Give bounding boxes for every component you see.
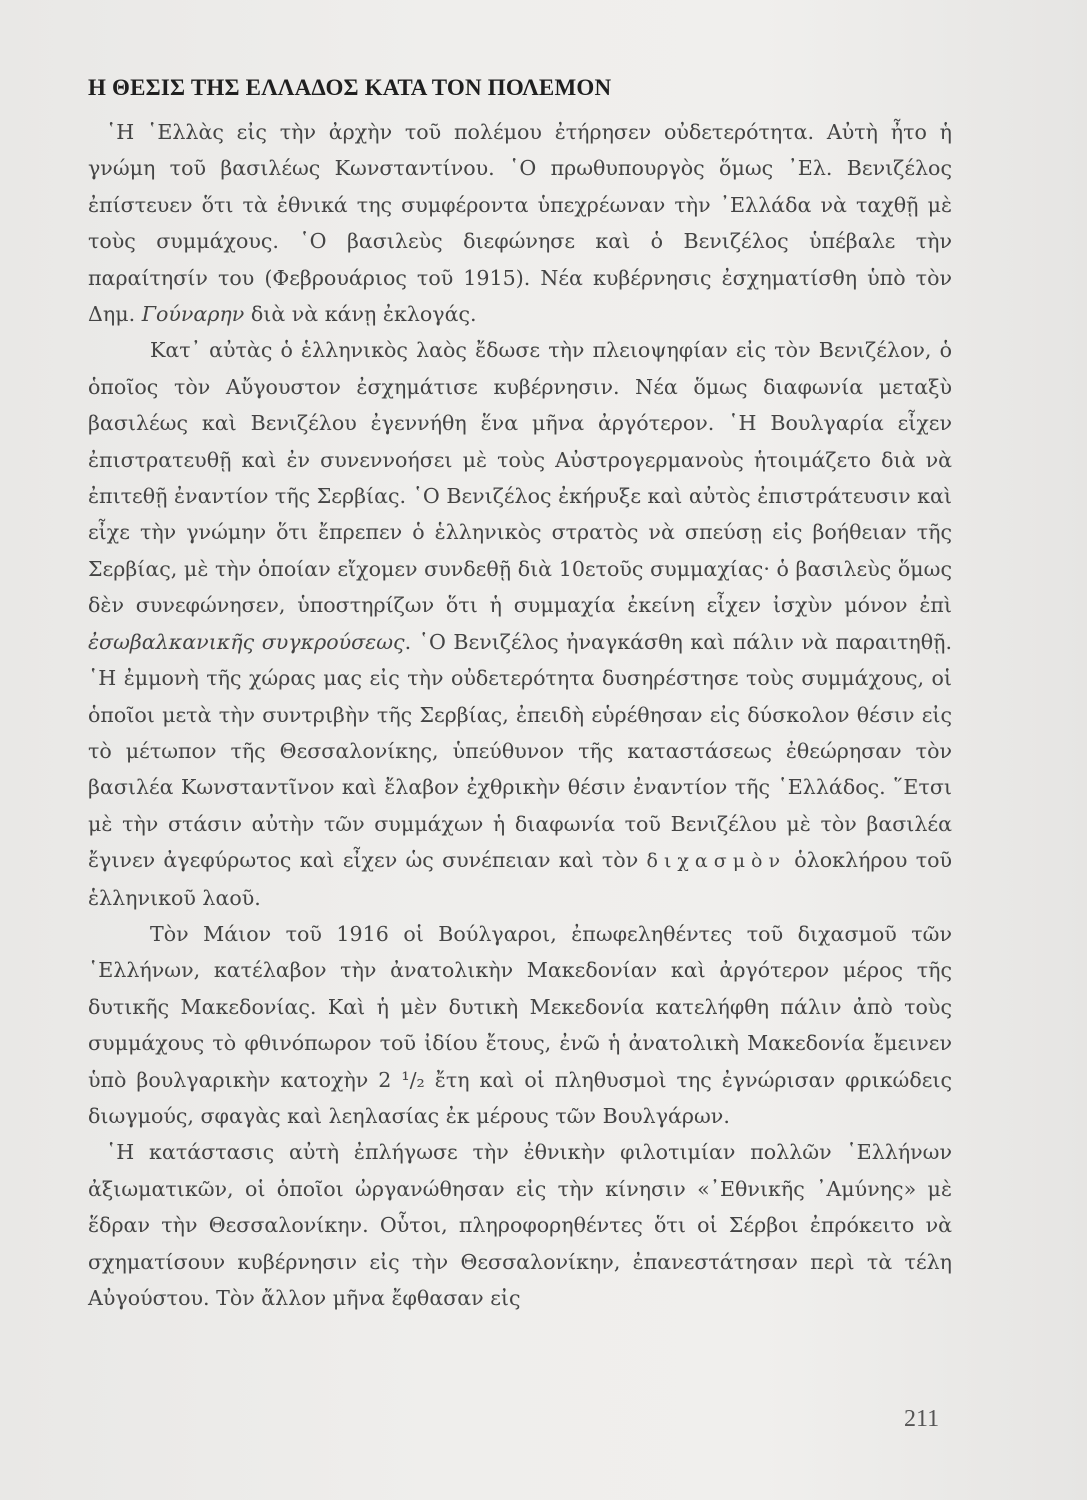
paragraph-2-end: ὁλοκλήρου τοῦ ἑλληνικοῦ λαοῦ. xyxy=(88,848,953,910)
paragraph-1-end: διὰ νὰ κάνῃ ἐκλογάς. xyxy=(244,302,477,327)
paragraph-3: Τὸν Μάιον τοῦ 1916 οἱ Βούλγαροι, ἐπωφεληθέντες τοῦ διχασμοῦ τῶν ῾Ελλήνων, κατέλαβον τὴν ἀνατολικὴν Μακεδονίαν καὶ ἀργότερον μέρος τῆς δυτικῆς Μακεδονίας. Καὶ ἡ μὲν δυτικὴ Μεκεδονία κατελήφθη πάλιν ἀπὸ τοὺς συμμάχους τὸ φθινόπωρον τοῦ ἰδίου ἔτους, ἐνῶ ἡ ἀνατολικὴ Μακεδονία ἔμεινεν ὑπὸ βουλγαρικὴν κατοχὴν 2 ¹/₂ ἔτη καὶ οἱ πληθυσμοὶ της ἐγνώρισαν φρικώδεις διωγμούς, σφαγὰς καὶ λεηλασίας ἐκ μέρους τῶν Βουλγάρων. xyxy=(88,921,952,1128)
page-number: 211 xyxy=(904,1406,940,1432)
paragraph-2-spaced: διχασμὸν xyxy=(646,850,787,873)
paragraph-1-text: ῾Η ῾Ελλὰς εἰς τὴν ἀρχὴν τοῦ πολέμου ἐτήρησεν οὐδετερότητα. Αὐτὴ ἦτο ἡ γνώμη τοῦ βασιλέως Κωνσταντίνου. ῾Ο πρωθυπουργὸς ὅμως ᾿Ελ. Βενιζέλος ἐπίστευεν ὅτι τὰ ἐθνικά της συμφέροντα ὑπεχρέωναν τὴν ᾿Ελλάδα νὰ ταχθῇ μὲ τοὺς συμμάχους. ῾Ο βασιλεὺς διεφώνησε καὶ ὁ Βενιζέλος ὑπέβαλε τὴν παραίτησίν του (Φεβρουάριος τοῦ 1915). Νέα κυβέρνησις ἐσχηματίσθη ὑπὸ τὸν Δημ. xyxy=(88,120,952,327)
paragraph-1 xyxy=(88,114,952,332)
paragraph-4: ῾Η κατάστασις αὐτὴ ἐπλήγωσε τὴν ἐθνικὴν φιλοτιμίαν πολλῶν ῾Ελλήνων ἀξιωματικῶν, οἱ ὁποῖοι ὠργανώθησαν εἰς τὴν κίνησιν «᾿Εθνικῆς ᾿Αμύνης» μὲ ἕδραν τὴν Θεσσαλονίκην. Οὗτοι, πληροφορηθέντες ὅτι οἱ Σέρβοι ἐπρόκειτο νὰ σχηματίσουν κυβέρνησιν εἰς τὴν Θεσσαλονίκην, ἐπανεστάτησαν περὶ τὰ τέλη Αὐγούστου. Τὸν ἄλλον μῆνα ἔφθασαν εἰς xyxy=(88,1140,952,1310)
paragraph-2 xyxy=(88,332,952,916)
paragraph-2-middle: . ῾Ο Βενιζέλος ἠναγκάσθη καὶ πάλιν νὰ παραιτηθῇ. ῾Η ἐμμονὴ τῆς χώρας μας εἰς τὴν οὐδετερότητα δυσηρέστησε τοὺς συμμάχους, οἱ ὁποῖοι μετὰ τὴν συντριβὴν τῆς Σερβίας, ἐπειδὴ εὑρέθησαν εἰς δύσκολον θέσιν εἰς τὸ μέτωπον τῆς Θεσσαλονίκης, ὑπεύθυνον τῆς καταστάσεως ἐθεώρησαν τὸν βασιλέα Κωνσταντῖνον καὶ ἔλαβον ἐχθρικὴν θέσιν ἐναντίον τῆς ῾Ελλάδος. ῞Ετσι μὲ τὴν στάσιν αὐτὴν τῶν συμμάχων ἡ διαφωνία τοῦ Βενιζέλου μὲ τὸν βασιλέα ἔγινεν ἀγεφύρωτος καὶ εἶχεν ὡς συνέπειαν καὶ τὸν xyxy=(88,629,952,873)
text-block xyxy=(88,74,952,1316)
chapter-heading: Η ΘΕΣΙΣ ΤΗΣ ΕΛΛΑΔΟΣ ΚΑΤΑ ΤΟΝ ΠΟΛΕΜΟΝ xyxy=(88,75,612,100)
paragraph-2-text: Κατ᾿ αὐτὰς ὁ ἑλληνικὸς λαὸς ἔδωσε τὴν πλειοψηφίαν εἰς τὸν Βενιζέλον, ὁ ὁποῖος τὸν Αὔγουστον ἐσχημάτισε κυβέρνησιν. Νέα ὅμως διαφωνία μεταξὺ βασιλέως καὶ Βενιζέλου ἐγεννήθη ἕνα μῆνα ἀργότερον. ῾Η Βουλγαρία εἶχεν ἐπιστρατευθῇ καὶ ἐν συνεννοήσει μὲ τοὺς Αὐστρογερμανοὺς ἡτοιμάζετο διὰ νὰ ἐπιτεθῇ ἐναντίον τῆς Σερβίας. ῾Ο Βενιζέλος ἐκήρυξε καὶ αὐτὸς ἐπιστράτευσιν καὶ εἶχε τὴν γνώμην ὅτι ἔπρεπεν ὁ ἑλληνικὸς στρατὸς νὰ σπεύσῃ εἰς βοήθειαν τῆς Σερβίας, μὲ τὴν ὁποίαν εἴχομεν συνδεθῇ διὰ 10ετοῦς συμμαχίας· ὁ βασιλεὺς ὅμως δὲν συνεφώνησεν, ὑποστηρίζων ὅτι ἡ συμμαχία ἐκείνη εἶχεν ἰσχὺν μόνον ἐπὶ xyxy=(88,338,952,618)
paragraph-1-italic: Γούναρην xyxy=(141,302,245,327)
paragraph-2-italic: ἐσωβαλκανικῆς συγκρούσεως xyxy=(88,629,405,654)
